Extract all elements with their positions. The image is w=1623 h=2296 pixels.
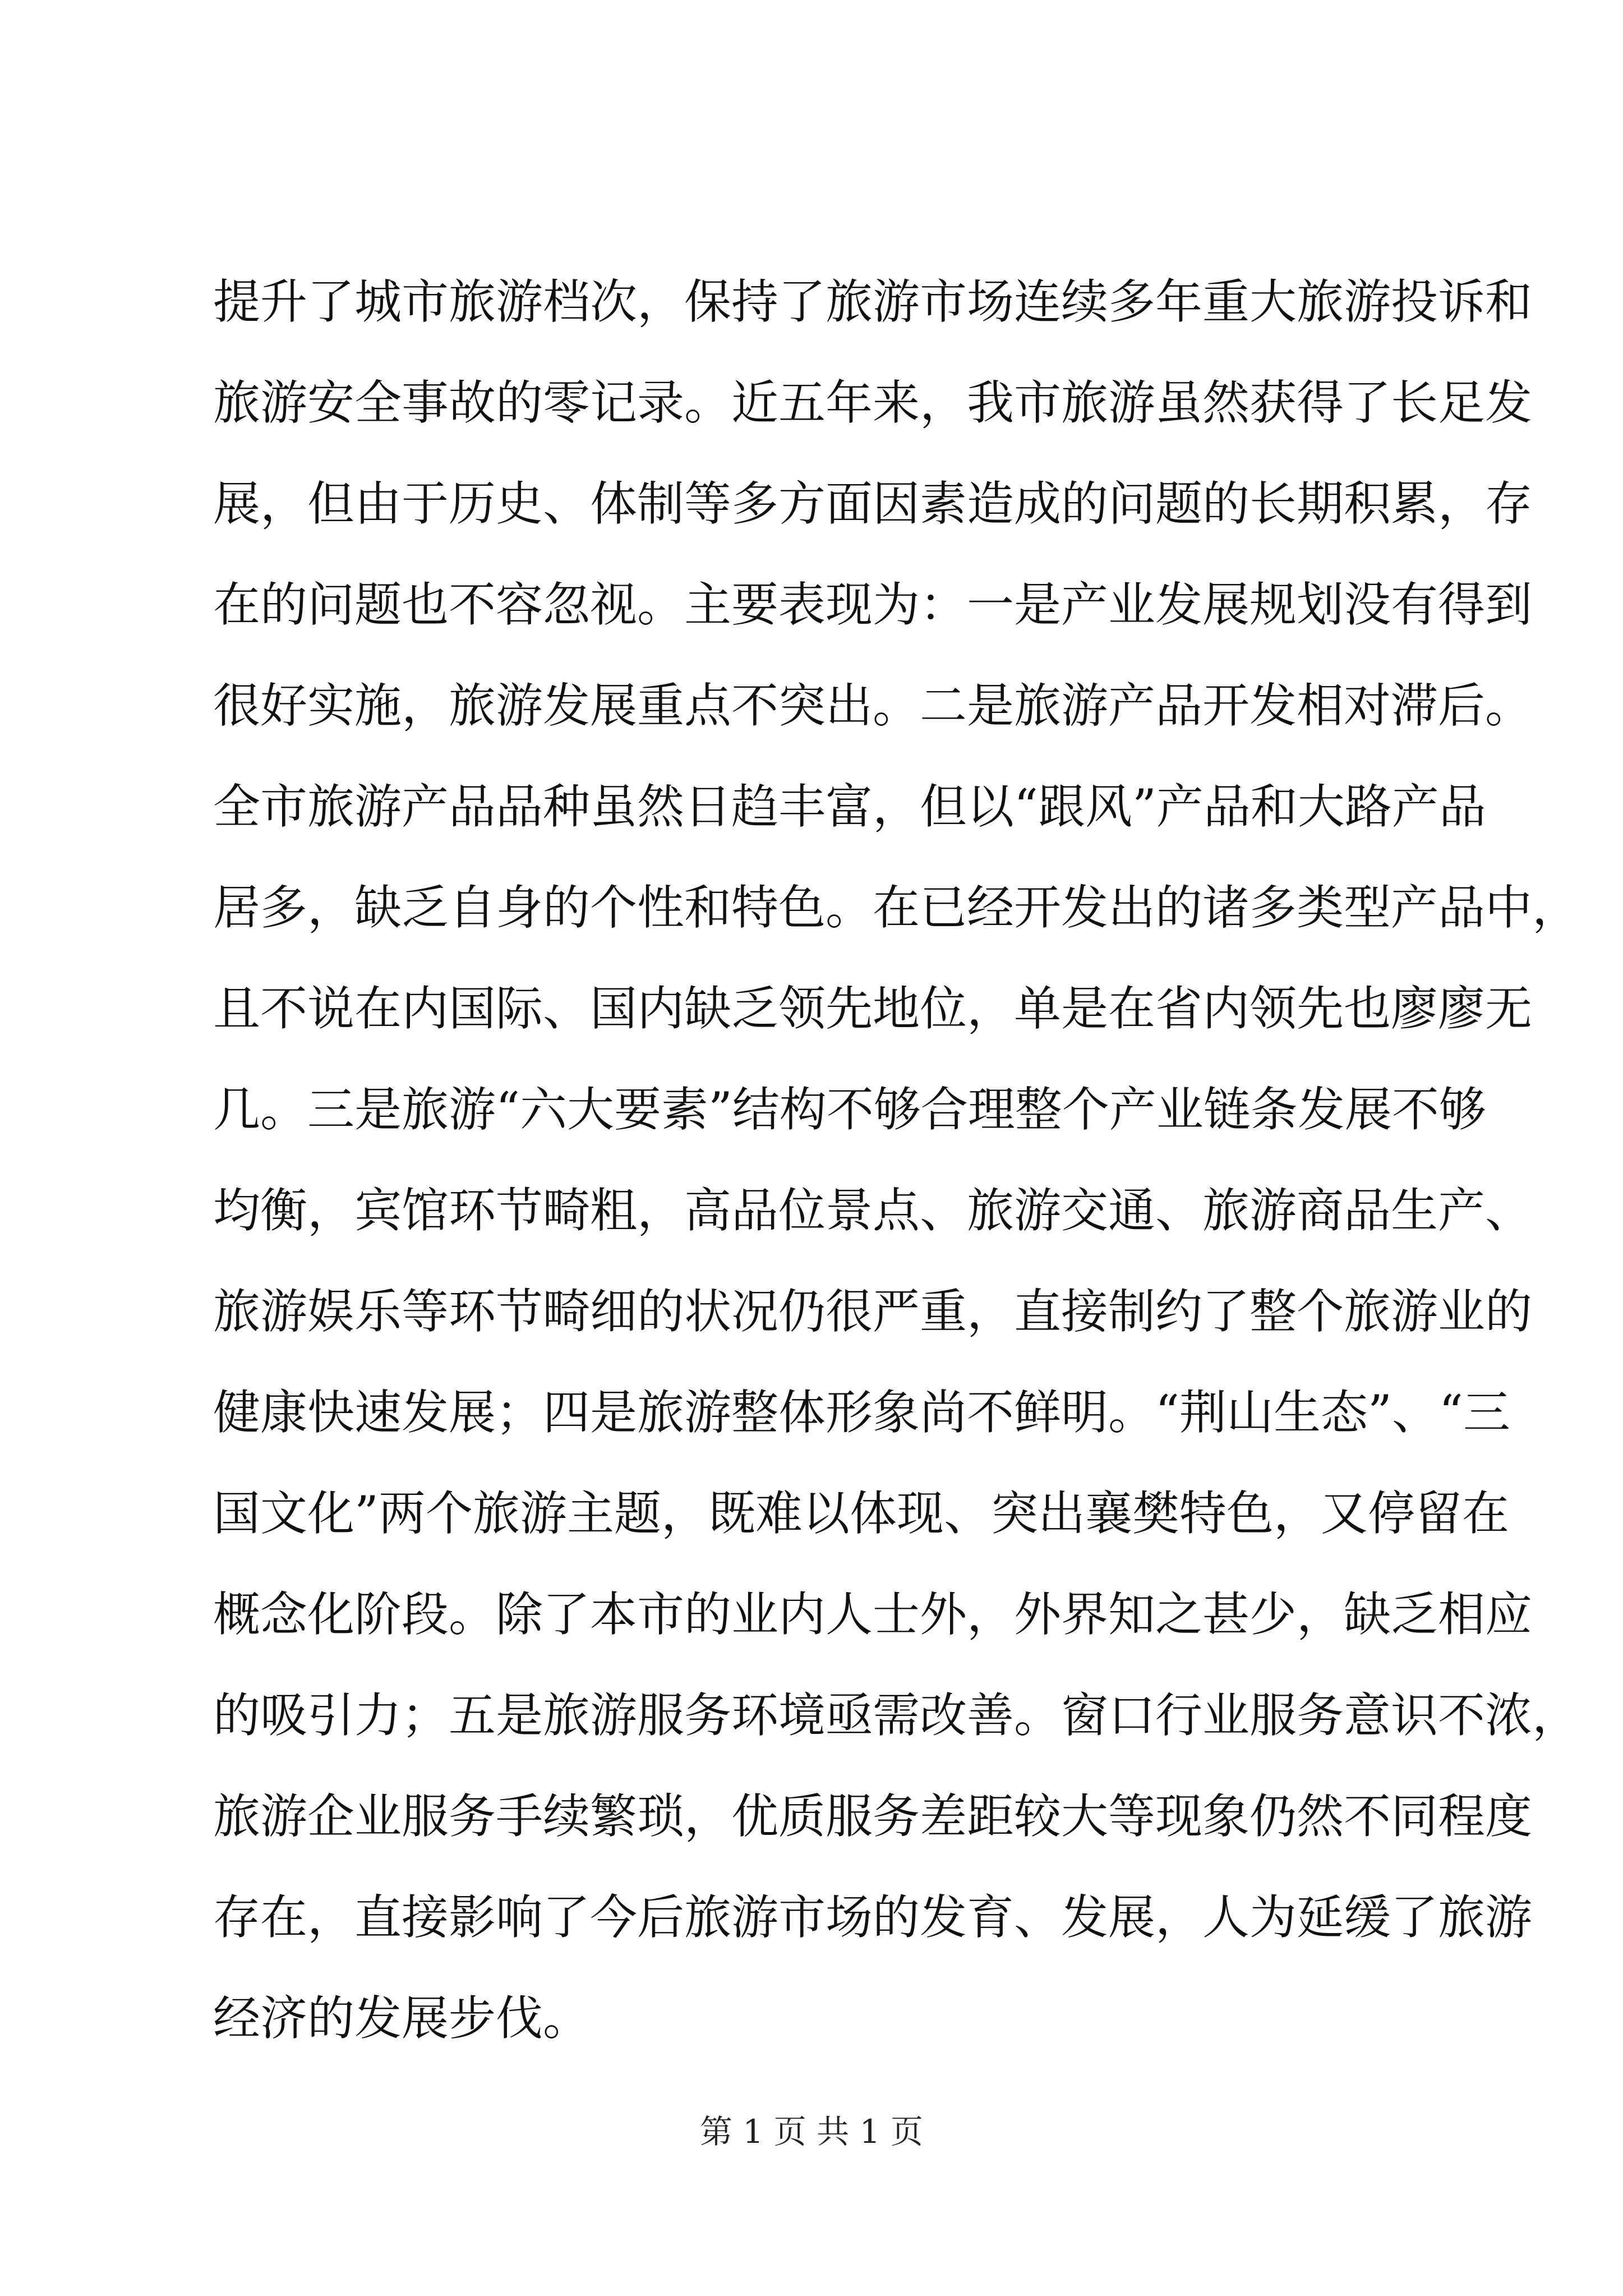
text-line: 全市旅游产品品种虽然日趋丰富，但以“跟风”产品和大路产品	[213, 779, 1486, 834]
text-line: 在的问题也不容忽视。主要表现为：一是产业发展规划没有得到	[213, 577, 1533, 632]
text-line: 经济的发展步伐。	[213, 1991, 591, 2046]
text-line: 且不说在内国际、国内缺乏领先地位，单是在省内领先也廖廖无	[213, 981, 1533, 1036]
text-line: 几。三是旅游“六大要素”结构不够合理整个产业链条发展不够	[213, 1082, 1486, 1137]
page-number-label: 第 1 页 共 1 页	[700, 2113, 923, 2151]
body-paragraph	[213, 251, 1580, 2069]
page-footer	[0, 2109, 1623, 2154]
text-line: 的吸引力；五是旅游服务环境亟需改善。窗口行业服务意识不浓，	[213, 1688, 1580, 1743]
text-line: 旅游企业服务手续繁琐，优质服务差距较大等现象仍然不同程度	[213, 1789, 1533, 1844]
text-line: 存在，直接影响了今后旅游市场的发育、发展，人为延缓了旅游	[213, 1890, 1533, 1945]
text-line: 提升了城市旅游档次，保持了旅游市场连续多年重大旅游投诉和	[213, 274, 1533, 329]
text-line: 概念化阶段。除了本市的业内人士外，外界知之甚少，缺乏相应	[213, 1587, 1533, 1642]
text-line: 旅游安全事故的零记录。近五年来，我市旅游虽然获得了长足发	[213, 375, 1533, 430]
text-line: 国文化”两个旅游主题，既难以体现、突出襄樊特色，又停留在	[213, 1486, 1509, 1541]
text-line: 均衡，宾馆环节畸粗，高品位景点、旅游交通、旅游商品生产、	[213, 1183, 1533, 1238]
text-line: 展，但由于历史、体制等多方面因素造成的问题的长期积累，存	[213, 476, 1533, 531]
text-line: 健康快速发展；四是旅游整体形象尚不鲜明。“荆山生态”、“三	[213, 1385, 1510, 1440]
text-line: 居多，缺乏自身的个性和特色。在已经开发出的诸多类型产品中，	[213, 880, 1580, 935]
text-line: 很好实施，旅游发展重点不突出。二是旅游产品开发相对滞后。	[213, 678, 1533, 733]
text-line: 旅游娱乐等环节畸细的状况仍很严重，直接制约了整个旅游业的	[213, 1284, 1533, 1339]
